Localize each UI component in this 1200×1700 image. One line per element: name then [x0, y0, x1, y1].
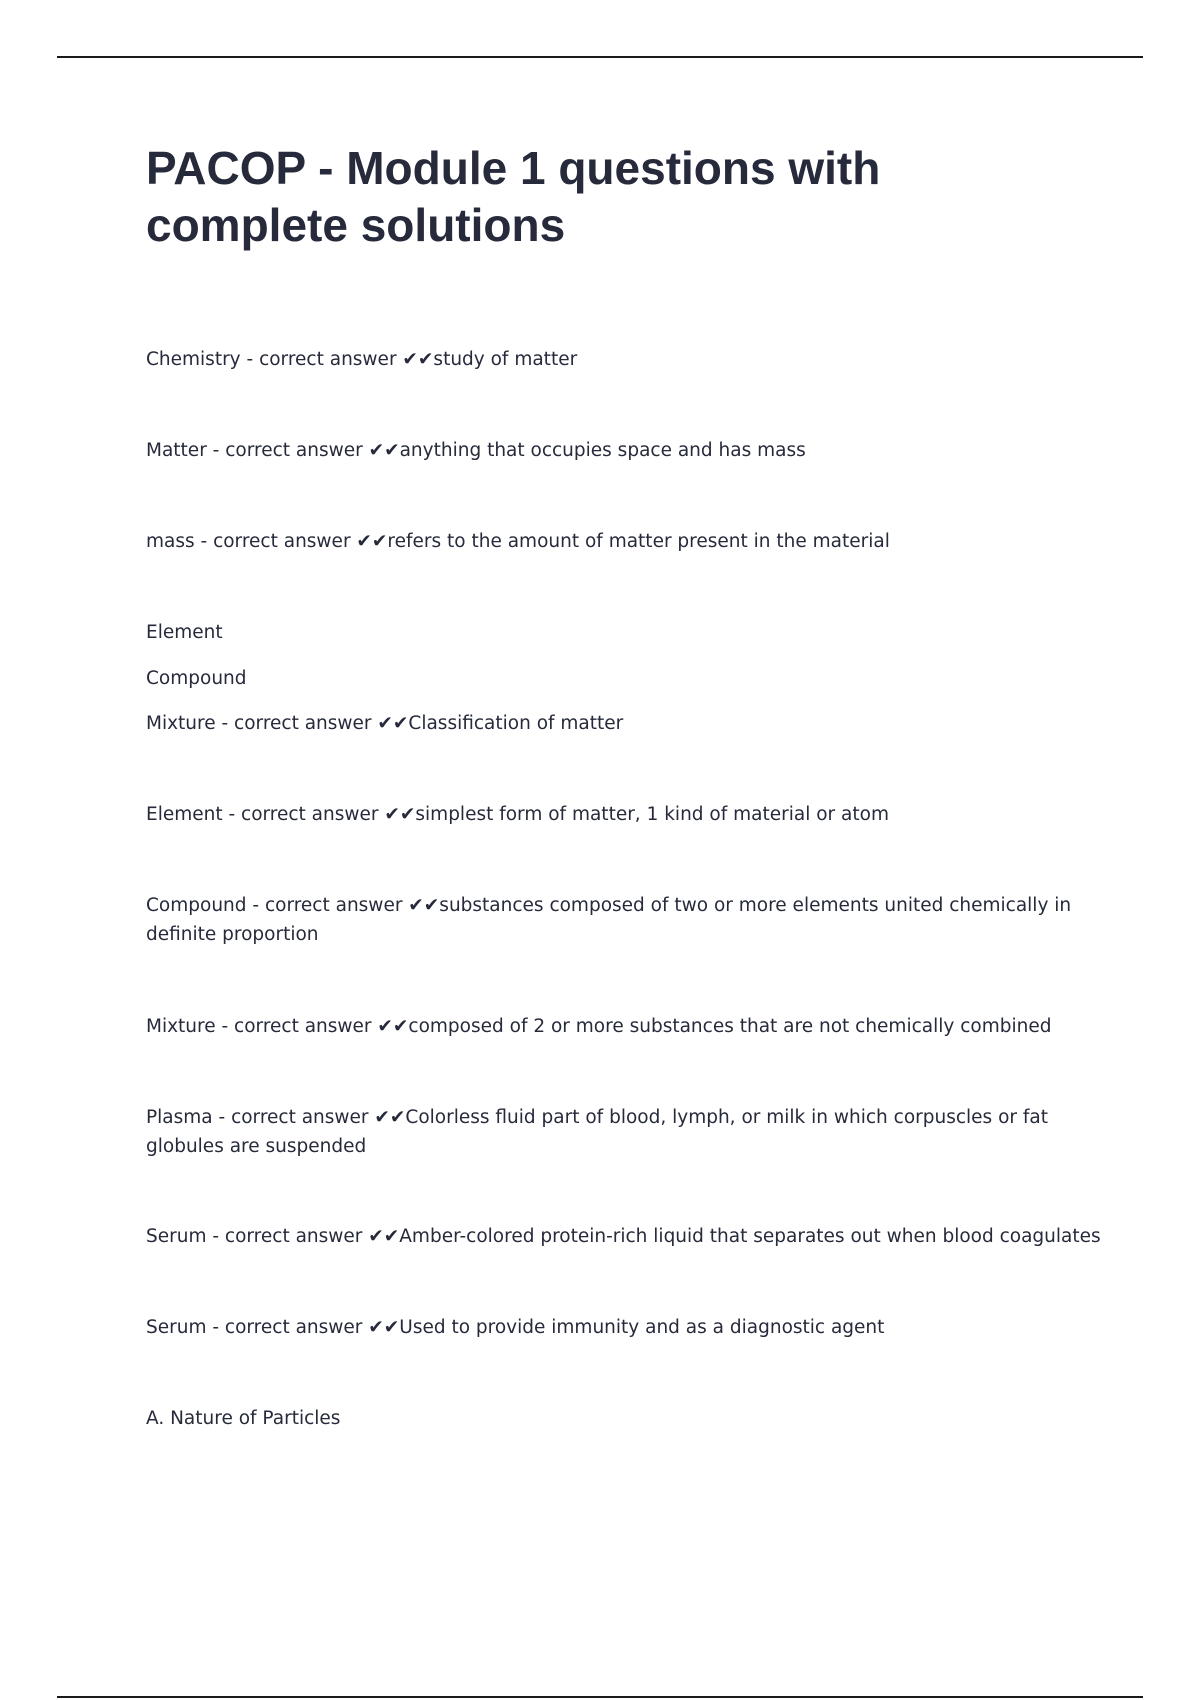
qa-matter: Matter - correct answer ✔✔anything that occupies space and has mass	[146, 440, 806, 461]
qa-classification: Mixture - correct answer ✔✔Classification of matter	[146, 713, 624, 734]
footer-rule	[57, 1696, 1143, 1698]
qa-chemistry: Chemistry - correct answer ✔✔study of matter	[146, 349, 578, 370]
qa-serum-2: Serum - correct answer ✔✔Used to provide immunity and as a diagnostic agent	[146, 1317, 885, 1338]
qa-element: Element - correct answer ✔✔simplest form of matter, 1 kind of material or atom	[146, 804, 889, 825]
list-item-element: Element	[146, 622, 223, 643]
qa-mixture: Mixture - correct answer ✔✔composed of 2 or more substances that are not chemically combined	[146, 1016, 1052, 1037]
list-item-compound: Compound	[146, 668, 247, 689]
section-heading: A. Nature of Particles	[146, 1408, 341, 1429]
qa-compound: Compound - correct answer ✔✔substances composed of two or more elements united chemically in definite proportion	[146, 895, 1072, 945]
qa-plasma: Plasma - correct answer ✔✔Colorless fluid part of blood, lymph, or milk in which corpuscles or fat globules are suspended	[146, 1107, 1048, 1157]
header-rule	[57, 56, 1143, 58]
document-title: PACOP - Module 1 questions with complete solutions	[146, 142, 881, 251]
qa-serum-1: Serum - correct answer ✔✔Amber-colored protein-rich liquid that separates out when blood coagulates	[146, 1226, 1101, 1247]
qa-mass: mass - correct answer ✔✔refers to the amount of matter present in the material	[146, 531, 890, 552]
